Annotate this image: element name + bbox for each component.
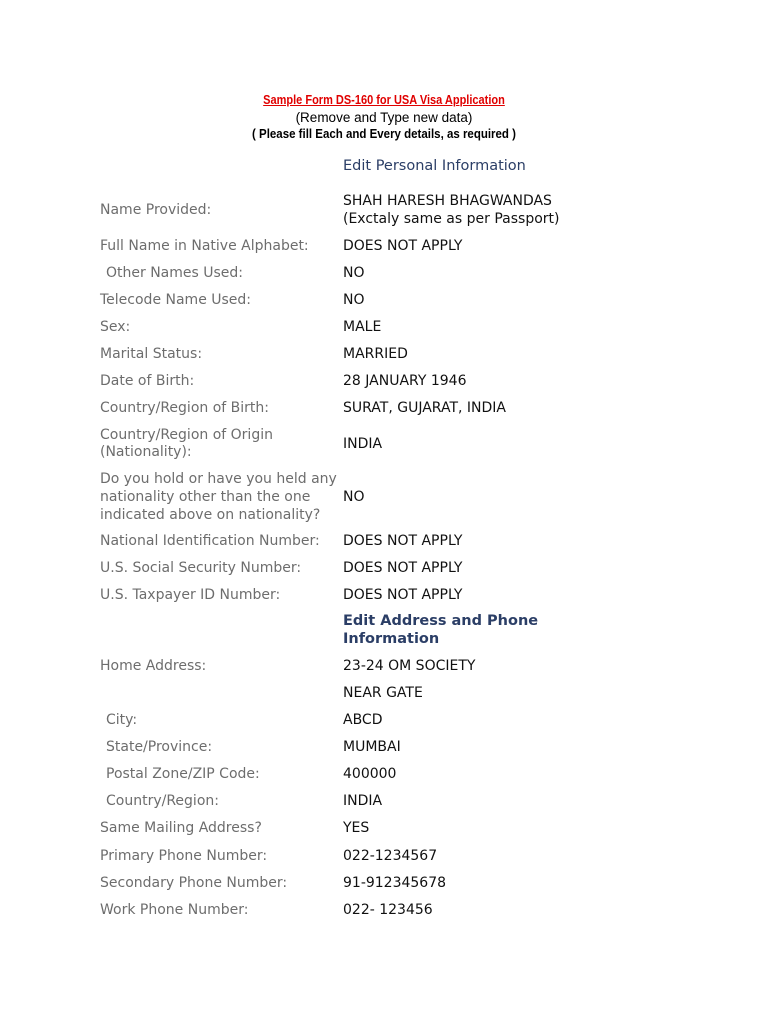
telecode-value: NO [343, 292, 365, 308]
national-id-value: DOES NOT APPLY [343, 533, 463, 549]
origin-value: INDIA [343, 436, 383, 452]
state-value: MUMBAI [343, 739, 401, 755]
origin-label-cont: (Nationality): [100, 444, 192, 460]
primary-phone-label: Primary Phone Number: [100, 848, 268, 864]
home-address-line2: NEAR GATE [343, 685, 423, 701]
taxpayer-id-label: U.S. Taxpayer ID Number: [100, 587, 281, 603]
marital-status-value: MARRIED [343, 346, 408, 362]
city-value: ABCD [343, 712, 383, 728]
secondary-phone-value: 91-912345678 [343, 875, 447, 891]
zip-value: 400000 [343, 766, 397, 782]
state-label: State/Province: [106, 739, 213, 755]
document-subtitle: (Remove and Type new data) [295, 110, 473, 125]
other-nationality-label: Do you hold or have you held any [100, 471, 337, 487]
marital-status-label: Marital Status: [100, 346, 203, 362]
sex-value: MALE [343, 319, 382, 335]
country-value: INDIA [343, 793, 383, 809]
city-label: City: [106, 712, 138, 728]
birth-country-value: SURAT, GUJARAT, INDIA [343, 400, 506, 416]
dob-value: 28 JANUARY 1946 [343, 373, 467, 389]
name-label: Name Provided: [100, 202, 212, 218]
ssn-label: U.S. Social Security Number: [100, 560, 302, 576]
country-label: Country/Region: [106, 793, 219, 809]
document-note: ( Please fill Each and Every details, as required ) [252, 127, 516, 141]
secondary-phone-label: Secondary Phone Number: [100, 875, 288, 891]
address-info-heading-cont: Information [343, 631, 440, 647]
national-id-label: National Identification Number: [100, 533, 320, 549]
native-name-value: DOES NOT APPLY [343, 238, 463, 254]
other-names-value: NO [343, 265, 365, 281]
ssn-value: DOES NOT APPLY [343, 560, 463, 576]
sex-label: Sex: [100, 319, 131, 335]
dob-label: Date of Birth: [100, 373, 195, 389]
telecode-label: Telecode Name Used: [100, 292, 252, 308]
work-phone-value: 022- 123456 [343, 902, 433, 918]
mailing-address-value: YES [343, 820, 370, 836]
name-note: (Exctaly same as per Passport) [343, 211, 560, 227]
document-title: Sample Form DS-160 for USA Visa Application [263, 93, 505, 107]
birth-country-label: Country/Region of Birth: [100, 400, 269, 416]
native-name-label: Full Name in Native Alphabet: [100, 238, 309, 254]
taxpayer-id-value: DOES NOT APPLY [343, 587, 463, 603]
other-nationality-label-cont: nationality other than the one [100, 489, 311, 505]
primary-phone-value: 022-1234567 [343, 848, 438, 864]
address-info-heading: Edit Address and Phone [343, 613, 539, 629]
home-address-label: Home Address: [100, 658, 207, 674]
work-phone-label: Work Phone Number: [100, 902, 249, 918]
origin-label: Country/Region of Origin [100, 427, 273, 443]
home-address-line1: 23-24 OM SOCIETY [343, 658, 476, 674]
other-names-label: Other Names Used: [106, 265, 244, 281]
other-nationality-label-end: indicated above on nationality? [100, 507, 321, 523]
mailing-address-label: Same Mailing Address? [100, 820, 262, 836]
personal-info-heading: Edit Personal Information [343, 158, 526, 174]
zip-label: Postal Zone/ZIP Code: [106, 766, 260, 782]
name-value: SHAH HARESH BHAGWANDAS [343, 193, 552, 209]
other-nationality-value: NO [343, 489, 365, 505]
